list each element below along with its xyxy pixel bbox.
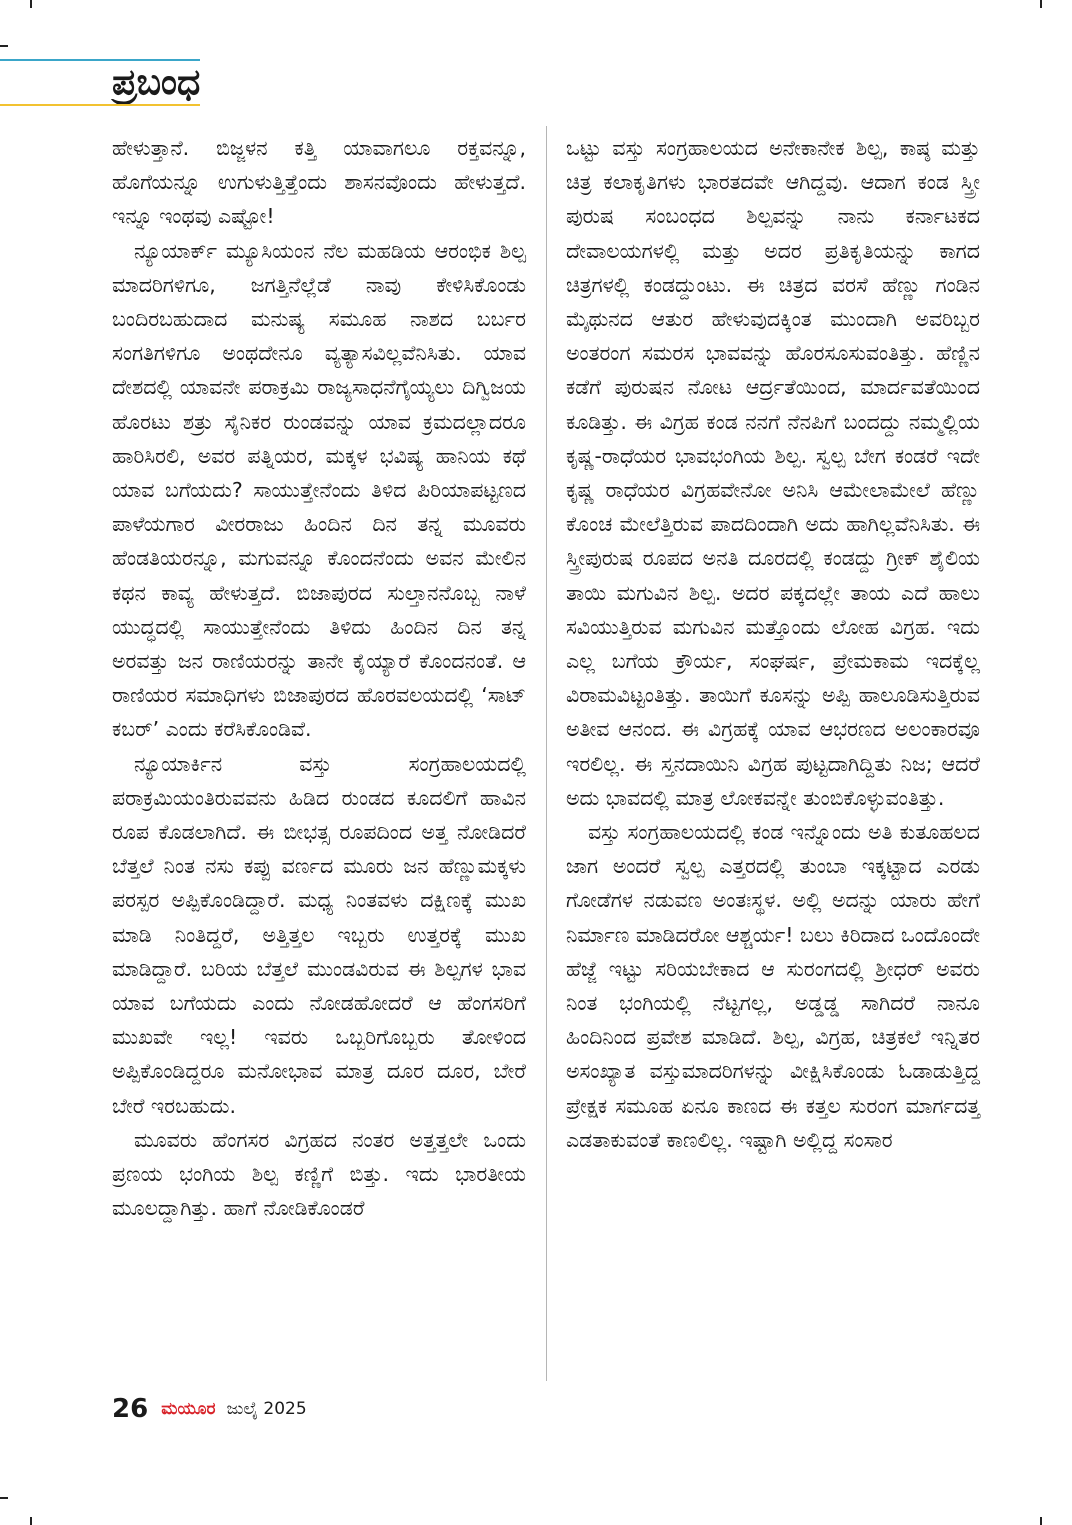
crop-mark-bottom-left — [30, 1517, 32, 1525]
crop-mark-left-upper — [0, 45, 8, 47]
header-rule-bottom — [0, 104, 200, 106]
paragraph: ಮೂವರು ಹೆಂಗಸರ ವಿಗ್ರಹದ ನಂತರ ಅತ್ತತ್ತಲೇ ಒಂದು ಪ್ರಣಯ ಭಂಗಿಯ ಶಿಲ್ಪ ಕಣ್ಣಿಗೆ ಬಿತ್ತು. ಇದು ಭಾರತೀಯ ಮೂಲದ್ದಾಗಿತ್ತು. ಹಾಗೆ ನೋಡಿಕೊಂಡರೆ — [112, 1127, 526, 1221]
paragraph: ವಸ್ತು ಸಂಗ್ರಹಾಲಯದಲ್ಲಿ ಕಂಡ ಇನ್ನೊಂದು ಅತಿ ಕುತೂಹಲದ ಜಾಗ ಅಂದರೆ ಸ್ವಲ್ಪ ಎತ್ತರದಲ್ಲಿ ತುಂಬಾ ಇಕ್ಕಟ್ಟಾದ ಎರಡು ಗೋಡೆಗಳ ನಡುವಣ ಅಂತಃಸ್ಥಳ. ಅಲ್ಲಿ ಅದನ್ನು ಯಾರು ಹೇಗೆ ನಿರ್ಮಾಣ ಮಾಡಿದರೋ ಆಶ್ಚರ್ಯ! ಬಲು ಕಿರಿದಾದ ಒಂದೊಂದೇ ಹೆಜ್ಜೆ ಇಟ್ಟು ಸರಿಯಬೇಕಾದ ಆ ಸುರಂಗದಲ್ಲಿ ಶ್ರೀಧರ್ ಅವರು ನಿಂತ ಭಂಗಿಯಲ್ಲಿ ನೆಟ್ಟಗಲ್ಲ, ಅಡ್ಡಡ್ಡ ಸಾಗಿದರೆ ನಾನೂ ಹಿಂದಿನಿಂದ ಪ್ರವೇಶ ಮಾಡಿದೆ. ಶಿಲ್ಪ, ವಿಗ್ರಹ, ಚಿತ್ರಕಲೆ ಇನ್ನಿತರ ಅಸಂಖ್ಯಾತ ವಸ್ತುಮಾದರಿಗಳನ್ನು ವೀಕ್ಷಿಸಿಕೊಂಡು ಓಡಾಡುತ್ತಿದ್ದ ಪ್ರೇಕ್ಷಕ ಸಮೂಹ ಏನೂ ಕಾಣದ ಈ ಕತ್ತಲ ಸುರಂಗ ಮಾರ್ಗದತ್ತ ಎಡತಾಕುವಂತೆ ಕಾಣಲಿಲ್ಲ. ಇಷ್ಟಾಗಿ ಅಲ್ಲಿದ್ದ ಸಂಸಾರ — [566, 820, 980, 1152]
article-column-left — [112, 131, 526, 1226]
magazine-logo: ಮಯೂರ — [161, 1399, 216, 1419]
issue-date: ಜುಲೈ 2025 — [226, 1399, 307, 1419]
page-number: 26 — [112, 1394, 149, 1424]
paragraph: ನ್ಯೂಯಾರ್ಕಿನ ವಸ್ತು ಸಂಗ್ರಹಾಲಯದಲ್ಲಿ ಪರಾಕ್ರಮಿಯಂತಿರುವವನು ಹಿಡಿದ ರುಂಡದ ಕೂದಲಿಗೆ ಹಾವಿನ ರೂಪ ಕೊಡಲಾಗಿದೆ. ಈ ಬೀಭತ್ಸ ರೂಪದಿಂದ ಅತ್ತ ನೋಡಿದರೆ ಬೆತ್ತಲೆ ನಿಂತ ನಸು ಕಪ್ಪು ವರ್ಣದ ಮೂರು ಜನ ಹೆಣ್ಣುಮಕ್ಕಳು ಪರಸ್ಪರ ಅಪ್ಪಿಕೊಂಡಿದ್ದಾರೆ. ಮಧ್ಯ ನಿಂತವಳು ದಕ್ಷಿಣಕ್ಕೆ ಮುಖ ಮಾಡಿ ನಿಂತಿದ್ದರೆ, ಅತ್ತಿತ್ತಲ ಇಬ್ಬರು ಉತ್ತರಕ್ಕೆ ಮುಖ ಮಾಡಿದ್ದಾರೆ. ಬರಿಯ ಬೆತ್ತಲೆ ಮುಂಡವಿರುವ ಈ ಶಿಲ್ಪಗಳ ಭಾವ ಯಾವ ಬಗೆಯದು ಎಂದು ನೋಡಹೋದರೆ ಆ ಹೆಂಗಸರಿಗೆ ಮುಖವೇ ಇಲ್ಲ! ಇವರು ಒಬ್ಬರಿಗೊಬ್ಬರು ತೋಳಿಂದ ಅಪ್ಪಿಕೊಂಡಿದ್ದರೂ ಮನೋಭಾವ ಮಾತ್ರ ದೂರ ದೂರ, ಬೇರೆ ಬೇರೆ ಇರಬಹುದು. — [112, 751, 526, 1118]
header-rule-top — [0, 59, 200, 61]
crop-mark-left-lower — [0, 1497, 8, 1499]
crop-mark-top-right — [1040, 0, 1042, 8]
paragraph: ಹೇಳುತ್ತಾನೆ. ಬಿಜ್ಜಳನ ಕತ್ತಿ ಯಾವಾಗಲೂ ರಕ್ತವನ್ನೂ, ಹೊಗೆಯನ್ನೂ ಉಗುಳುತ್ತಿತ್ತೆಂದು ಶಾಸನವೊಂದು ಹೇಳುತ್ತದೆ. ಇನ್ನೂ ಇಂಥವು ಎಷ್ಟೋ! — [112, 136, 526, 229]
column-divider — [546, 126, 547, 1381]
crop-mark-bottom-right — [1040, 1517, 1042, 1525]
article-column-right — [566, 131, 980, 1157]
paragraph: ಒಟ್ಟು ವಸ್ತು ಸಂಗ್ರಹಾಲಯದ ಅನೇಕಾನೇಕ ಶಿಲ್ಪ, ಕಾಷ್ಠ ಮತ್ತು ಚಿತ್ರ ಕಲಾಕೃತಿಗಳು ಭಾರತದವೇ ಆಗಿದ್ದವು. ಆದಾಗ ಕಂಡ ಸ್ತ್ರೀ ಪುರುಷ ಸಂಬಂಧದ ಶಿಲ್ಪವನ್ನು ನಾನು ಕರ್ನಾಟಕದ ದೇವಾಲಯಗಳಲ್ಲಿ ಮತ್ತು ಅದರ ಪ್ರತಿಕೃತಿಯನ್ನು ಕಾಗದ ಚಿತ್ರಗಳಲ್ಲಿ ಕಂಡದ್ದುಂಟು. ಈ ಚಿತ್ರದ ವರಸೆ ಹೆಣ್ಣು ಗಂಡಿನ ಮೈಥುನದ ಆತುರ ಹೇಳುವುದಕ್ಕಿಂತ ಮುಂದಾಗಿ ಅವರಿಬ್ಬರ ಅಂತರಂಗ ಸಮರಸ ಭಾವವನ್ನು ಹೊರಸೂಸುವಂತಿತ್ತು. ಹೆಣ್ಣಿನ ಕಡೆಗೆ ಪುರುಷನ ನೋಟ ಆರ್ದ್ರತೆಯಿಂದ, ಮಾರ್ದವತೆಯಿಂದ ಕೂಡಿತ್ತು. ಈ ವಿಗ್ರಹ ಕಂಡ ನನಗೆ ನೆನಪಿಗೆ ಬಂದದ್ದು ನಮ್ಮಲ್ಲಿಯ ಕೃಷ್ಣ-ರಾಧೆಯರ ಭಾವಭಂಗಿಯ ಶಿಲ್ಪ. ಸ್ವಲ್ಪ ಬೇಗ ಕಂಡರೆ ಇದೇ ಕೃಷ್ಣ ರಾಧೆಯರ ವಿಗ್ರಹವೇನೋ ಅನಿಸಿ ಆಮೇಲಾಮೇಲೆ ಹೆಣ್ಣು ಕೊಂಚ ಮೇಲೆತ್ತಿರುವ ಪಾದದಿಂದಾಗಿ ಅದು ಹಾಗಿಲ್ಲವೆನಿಸಿತು. ಈ ಸ್ತ್ರೀಪುರುಷ ರೂಪದ ಅನತಿ ದೂರದಲ್ಲಿ ಕಂಡದ್ದು ಗ್ರೀಕ್ ಶೈಲಿಯ ತಾಯಿ ಮಗುವಿನ ಶಿಲ್ಪ. ಅದರ ಪಕ್ಕದಲ್ಲೇ ತಾಯ ಎದೆ ಹಾಲು ಸವಿಯುತ್ತಿರುವ ಮಗುವಿನ ಮತ್ತೊಂದು ಲೋಹ ವಿಗ್ರಹ. ಇದು ಎಲ್ಲ ಬಗೆಯ ಕ್ರೌರ್ಯ, ಸಂಘರ್ಷ, ಪ್ರೇಮಕಾಮ ಇದಕ್ಕೆಲ್ಲ ವಿರಾಮವಿಟ್ಟಂತಿತ್ತು. ತಾಯಿಗೆ ಕೂಸನ್ನು ಅಪ್ಪಿ ಹಾಲೂಡಿಸುತ್ತಿರುವ ಅತೀವ ಆನಂದ. ಈ ವಿಗ್ರಹಕ್ಕೆ ಯಾವ ಆಭರಣದ ಅಲಂಕಾರವೂ ಇರಲಿಲ್ಲ. ಈ ಸ್ತನದಾಯಿನಿ ವಿಗ್ರಹ ಪುಟ್ಟದಾಗಿದ್ದಿತು ನಿಜ; ಆದರೆ ಅದು ಭಾವದಲ್ಲಿ ಮಾತ್ರ ಲೋಕವನ್ನೇ ತುಂಬಿಕೊಳ್ಳುವಂತಿತ್ತು. — [566, 136, 980, 810]
section-title: ಪ್ರಬಂಧ — [112, 62, 201, 103]
page-footer — [112, 1394, 307, 1426]
paragraph: ನ್ಯೂಯಾರ್ಕ್ ಮ್ಯೂಸಿಯಂನ ನೆಲ ಮಹಡಿಯ ಆರಂಭಿಕ ಶಿಲ್ಪ ಮಾದರಿಗಳಿಗೂ, ಜಗತ್ತಿನೆಲ್ಲೆಡೆ ನಾವು ಕೇಳಿಸಿಕೊಂಡು ಬಂದಿರಬಹುದಾದ ಮನುಷ್ಯ ಸಮೂಹ ನಾಶದ ಬರ್ಬರ ಸಂಗತಿಗಳಿಗೂ ಅಂಥದೇನೂ ವ್ಯತ್ಯಾಸವಿಲ್ಲವೆನಿಸಿತು. ಯಾವ ದೇಶದಲ್ಲಿ ಯಾವನೇ ಪರಾಕ್ರಮಿ ರಾಜ್ಯಸಾಧನೆಗೈಯ್ಯಲು ದಿಗ್ವಿಜಯ ಹೊರಟು ಶತ್ರು ಸೈನಿಕರ ರುಂಡವನ್ನು ಯಾವ ಕ್ರಮದಲ್ಲಾದರೂ ಹಾರಿಸಿರಲಿ, ಅವರ ಪತ್ನಿಯರ, ಮಕ್ಕಳ ಭವಿಷ್ಯ ಹಾನಿಯ ಕಥೆ ಯಾವ ಬಗೆಯದು? ಸಾಯುತ್ತೇನೆಂದು ತಿಳಿದ ಪಿರಿಯಾಪಟ್ಟಣದ ಪಾಳೆಯಗಾರ ವೀರರಾಜು ಹಿಂದಿನ ದಿನ ತನ್ನ ಮೂವರು ಹೆಂಡತಿಯರನ್ನೂ, ಮಗುವನ್ನೂ ಕೊಂದನೆಂದು ಅವನ ಮೇಲಿನ ಕಥನ ಕಾವ್ಯ ಹೇಳುತ್ತದೆ. ಬಿಜಾಪುರದ ಸುಲ್ತಾನನೊಬ್ಬ ನಾಳೆ ಯುದ್ಧದಲ್ಲಿ ಸಾಯುತ್ತೇನೆಂದು ತಿಳಿದು ಹಿಂದಿನ ದಿನ ತನ್ನ ಅರವತ್ತು ಜನ ರಾಣಿಯರನ್ನು ತಾನೇ ಕೈಯ್ಯಾರೆ ಕೊಂದನಂತೆ. ಆ ರಾಣಿಯರ ಸಮಾಧಿಗಳು ಬಿಜಾಪುರದ ಹೊರವಲಯದಲ್ಲಿ ‘ಸಾಟ್ ಕಬರ್’ ಎಂದು ಕರೆಸಿಕೊಂಡಿವೆ. — [112, 238, 526, 742]
crop-mark-top-left — [30, 0, 32, 8]
